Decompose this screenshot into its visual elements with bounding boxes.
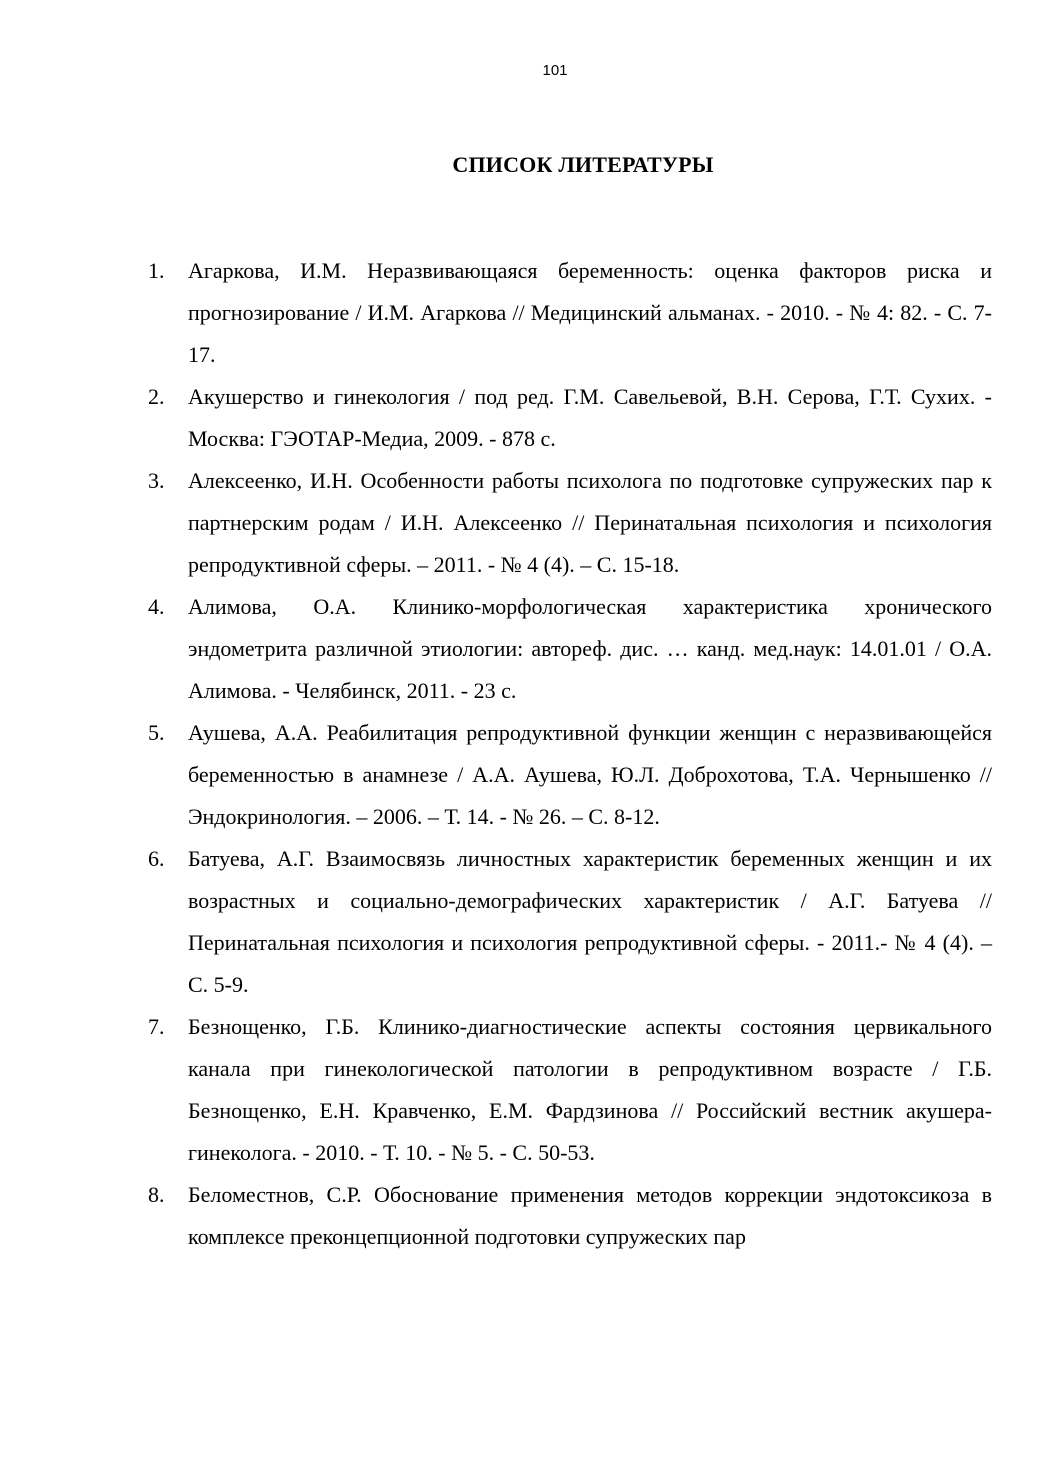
reference-item-2 (148, 376, 992, 460)
reference-number: 1. (148, 258, 165, 283)
reference-text: Алимова, О.А. Клинико-морфологическая характеристика хронического эндометрита различной этиологии: автореф. дис. … канд. мед.наук: 14.01.01 / О.А. Алимова. - Челябинск, 2011. - 23 с. (188, 594, 992, 703)
page-title: СПИСОК ЛИТЕРАТУРЫ (452, 152, 714, 177)
reference-number: 7. (148, 1014, 165, 1039)
reference-text: Агаркова, И.М. Неразвивающаяся беременность: оценка факторов риска и прогнозирование / И.М. Агаркова // Медицинский альманах. - 2010. - № 4: 82. - С. 7-17. (188, 258, 992, 367)
reference-number: 6. (148, 846, 165, 871)
reference-number: 5. (148, 720, 165, 745)
reference-number: 3. (148, 468, 165, 493)
reference-number: 8. (148, 1182, 165, 1207)
reference-item-4 (148, 586, 992, 712)
reference-item-5 (148, 712, 992, 838)
reference-item-3 (148, 460, 992, 586)
reference-text: Безнощенко, Г.Б. Клинико-диагностические аспекты состояния цервикального канала при гинекологической патологии в репродуктивном возрасте / Г.Б. Безнощенко, Е.Н. Кравченко, Е.М. Фардзинова // Российский вестник акушера-гинеколога. - 2010. - Т. 10. - № 5. - С. 50-53. (188, 1014, 992, 1165)
reference-number: 4. (148, 594, 165, 619)
reference-item-6 (148, 838, 992, 1006)
page-number: 101 (542, 62, 568, 79)
reference-text: Батуева, А.Г. Взаимосвязь личностных характеристик беременных женщин и их возрастных и социально-демографических характеристик / А.Г. Батуева // Перинатальная психология и психология репродуктивной сферы. - 2011.- № 4 (4). – С. 5-9. (188, 846, 992, 997)
reference-text: Аушева, А.А. Реабилитация репродуктивной функции женщин с неразвивающейся беременностью в анамнезе / А.А. Аушева, Ю.Л. Доброхотова, Т.А. Чернышенко // Эндокринология. – 2006. – Т. 14. - № 26. – С. 8-12. (188, 720, 992, 829)
reference-text: Акушерство и гинекология / под ред. Г.М. Савельевой, В.Н. Серова, Г.Т. Сухих. - Москва: ГЭОТАР-Медиа, 2009. - 878 с. (188, 384, 992, 451)
reference-item-1 (148, 250, 992, 376)
reference-item-7 (148, 1006, 992, 1174)
reference-item-8 (148, 1174, 992, 1258)
reference-number: 2. (148, 384, 165, 409)
reference-text: Алексеенко, И.Н. Особенности работы психолога по подготовке супружеских пар к партнерским родам / И.Н. Алексеенко // Перинатальная психология и психология репродуктивной сферы. – 2011. - № 4 (4). – С. 15-18. (188, 468, 992, 577)
reference-list (148, 250, 992, 1258)
reference-text: Беломестнов, С.Р. Обоснование применения методов коррекции эндотоксикоза в комплексе преконцепционной подготовки супружеских пар (188, 1182, 992, 1249)
